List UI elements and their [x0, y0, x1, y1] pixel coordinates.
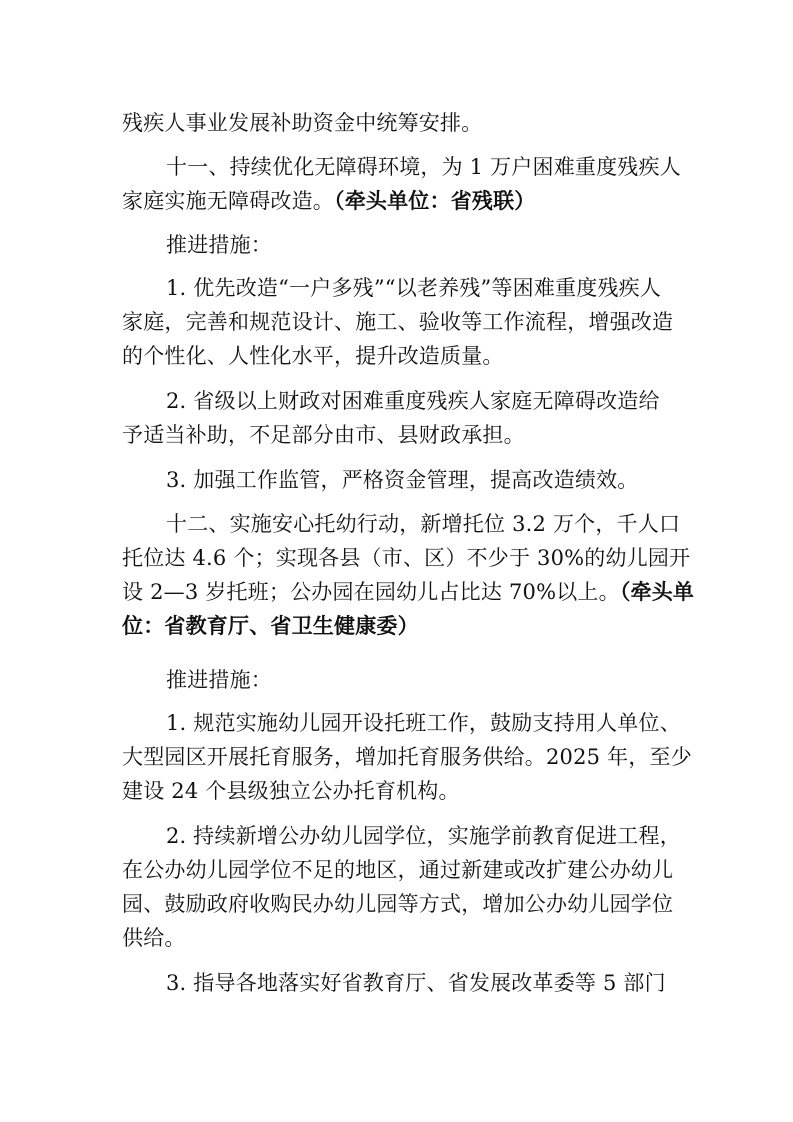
- paragraph-line: 3. 指导各地落实好省教育厅、省发展改革委等 5 部门: [166, 971, 666, 995]
- paragraph-text: 设 2—3 岁托班；公办园在园幼儿占比达 70%以上。: [122, 580, 620, 604]
- section-heading: 推进措施：: [166, 668, 272, 692]
- section-heading: 推进措施：: [166, 233, 272, 257]
- paragraph-line: 2. 持续新增公办幼儿园学位，实施学前教育促进工程，: [166, 824, 681, 848]
- lead-unit-label: 位：省教育厅、省卫生健康委）: [122, 613, 419, 638]
- paragraph-line: 1. 规范实施幼儿园开设托班工作，鼓励支持用人单位、: [166, 711, 681, 735]
- paragraph-line: [122, 186, 682, 216]
- paragraph-line: 供给。: [122, 926, 186, 950]
- paragraph-text: 家庭实施无障碍改造。: [122, 189, 334, 213]
- lead-unit-label: （牵头单位：省残联）: [334, 188, 536, 213]
- paragraph-line: 建设 24 个县级独立公办托育机构。: [122, 779, 460, 803]
- lead-unit-label: （牵头单: [619, 579, 695, 604]
- paragraph-line: 家庭，完善和规范设计、施工、验收等工作流程，增强改造: [122, 310, 674, 334]
- paragraph-line: 2. 省级以上财政对困难重度残疾人家庭无障碍改造给: [166, 389, 660, 413]
- paragraph-line: 的个性化、人性化水平，提升改造质量。: [122, 344, 504, 368]
- paragraph-line: 残疾人事业发展补助资金中统筹安排。: [122, 111, 483, 135]
- paragraph-line: [122, 577, 695, 607]
- paragraph-line: 园、鼓励政府收购民办幼儿园等方式，增加公办幼儿园学位: [122, 892, 674, 916]
- paragraph-line: 在公办幼儿园学位不足的地区，通过新建或改扩建公办幼儿: [122, 858, 674, 882]
- paragraph-line: 予适当补助，不足部分由市、县财政承担。: [122, 423, 525, 447]
- paragraph-line: 十一、持续优化无障碍环境，为 1 万户困难重度残疾人: [166, 155, 681, 179]
- paragraph-line: 托位达 4.6 个；实现各县（市、区）不少于 30%的幼儿园开: [122, 546, 691, 570]
- paragraph-line: 大型园区开展托育服务，增加托育服务供给。2025 年，至少: [122, 745, 692, 769]
- paragraph-line: 十二、实施安心托幼行动，新增托位 3.2 万个，千人口: [166, 512, 681, 536]
- paragraph-line: 1. 优先改造“一户多残”“以老养残”等困难重度残疾人: [166, 276, 662, 300]
- paragraph-line: 3. 加强工作监管，严格资金管理，提高改造绩效。: [166, 468, 639, 492]
